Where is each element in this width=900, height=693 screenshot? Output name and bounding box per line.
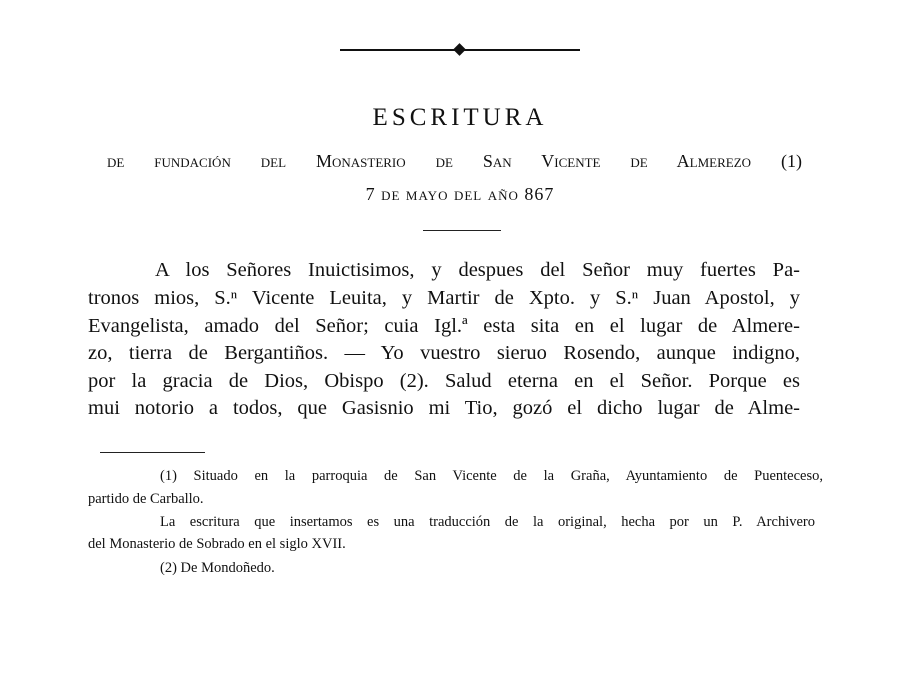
footnote-line: (2) De Mondoñedo. <box>160 560 275 576</box>
body-line: mui notorio a todos, que Gasisnio mi Tio, gozó el dicho lugar de Alme- <box>88 397 800 419</box>
body-line: zo, tierra de Bergantiños. — Yo vuestro sieruo Rosendo, aunque indigno, <box>88 342 800 364</box>
body-line: Evangelista, amado del Señor; cuia Igl.ª esta sita en el lugar de Almere- <box>88 315 800 337</box>
footnote-line: La escritura que insertamos es una traducción de la original, hecha por un P. Archivero <box>160 514 815 530</box>
body-line: tronos mios, S.ⁿ Vicente Leuita, y Martir de Xpto. y S.ⁿ Juan Apostol, y <box>88 287 800 309</box>
document-title: ESCRITURA <box>372 104 548 131</box>
footnote-line: del Monasterio de Sobrado en el siglo XVII. <box>88 536 346 552</box>
ornament-diamond-icon <box>453 43 466 56</box>
document-date: 7 de mayo del año 867 <box>365 184 555 204</box>
document-subtitle: de fundación del Monasterio de San Vicente de Almerezo (1) <box>107 151 802 171</box>
body-line: por la gracia de Dios, Obispo (2). Salud eterna en el Señor. Porque es <box>88 370 800 392</box>
separator-rule <box>423 230 501 231</box>
footnote-line: partido de Carballo. <box>88 491 204 507</box>
body-line: A los Señores Inuictisimos, y despues del Señor muy fuertes Pa- <box>155 259 800 281</box>
footnote-line: (1) Situado en la parroquia de San Vicente de la Graña, Ayuntamiento de Puenteceso, <box>160 468 823 484</box>
footnote-rule <box>100 452 205 453</box>
